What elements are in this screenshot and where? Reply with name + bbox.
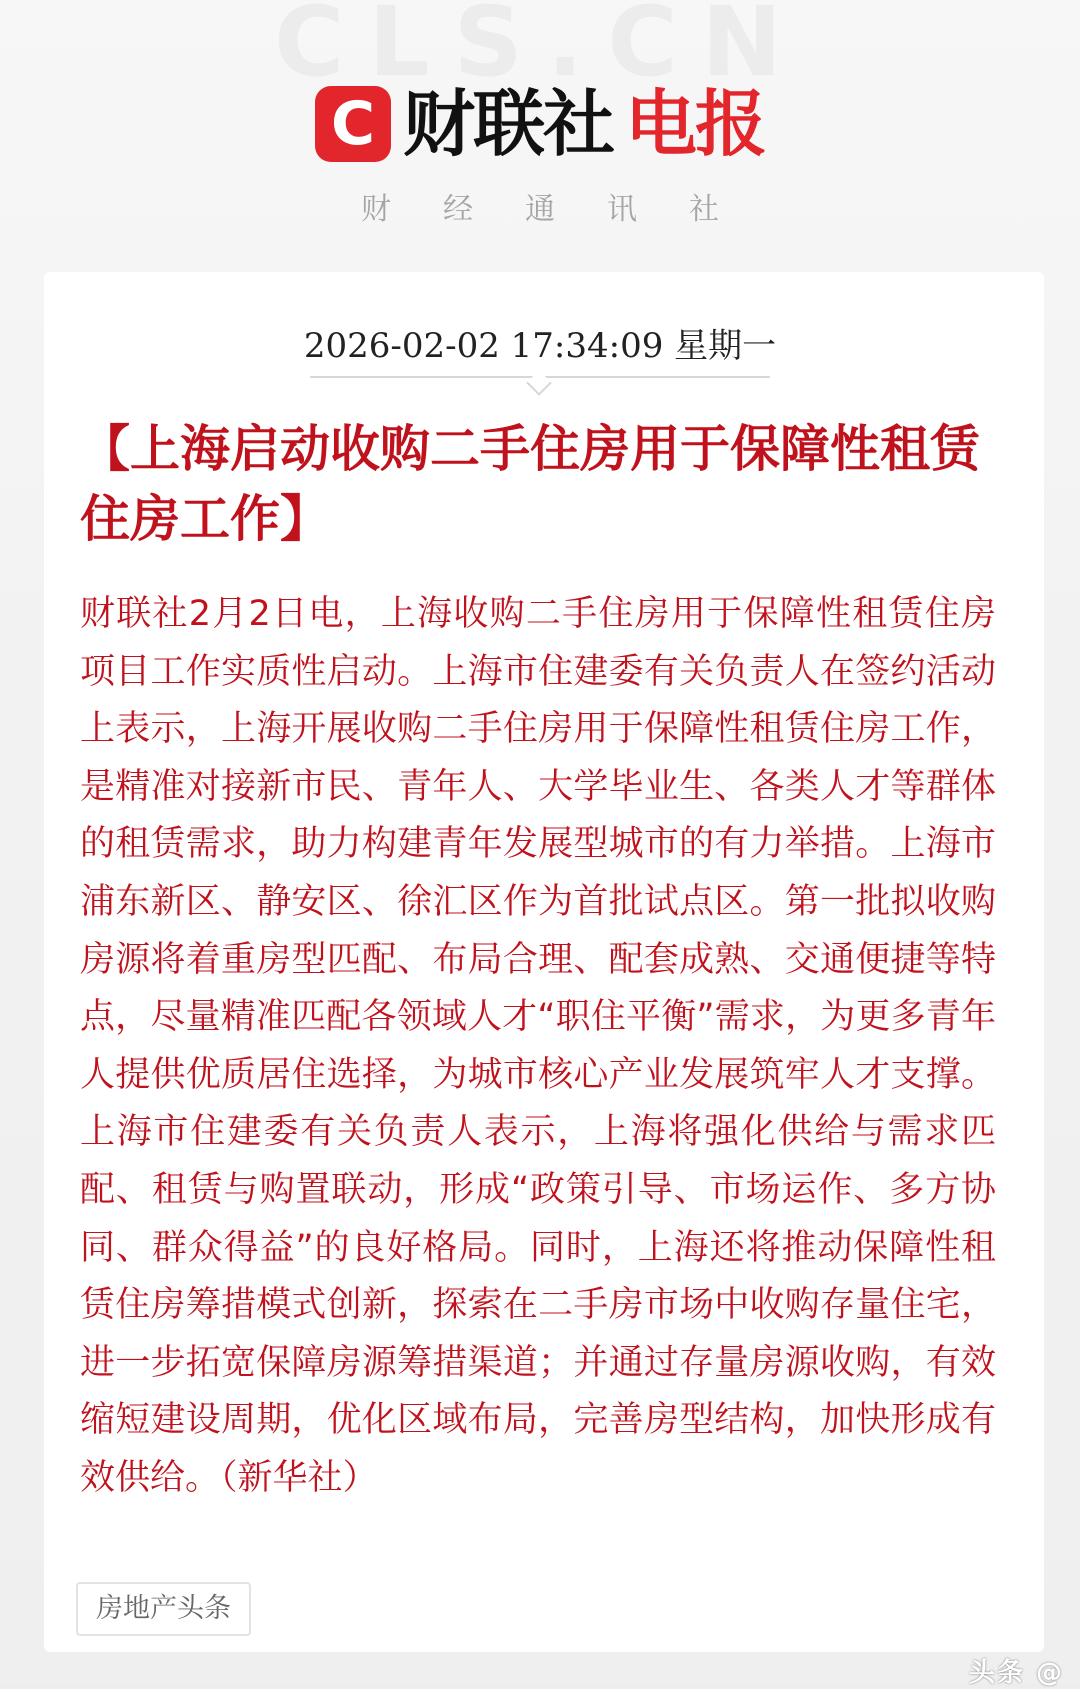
brand-name: 财联社	[402, 82, 613, 166]
article-headline: 【上海启动收购二手住房用于保障性租赁住房工作】	[80, 420, 980, 548]
category-tag[interactable]	[76, 1582, 251, 1636]
brand-header	[0, 82, 1080, 166]
brand-name-accent: 电报	[625, 82, 766, 166]
cls-logo-icon: C	[315, 86, 391, 162]
article-datetime: 2026-02-02 17:34:09 星期一	[303, 326, 777, 366]
category-tag-label: 房地产头条	[96, 1593, 231, 1624]
watermark-bottom: 头条 @	[968, 1658, 1064, 1688]
brand-tagline: 财经通讯社	[361, 192, 771, 227]
article-body: 财联社2月2日电，上海收购二手住房用于保障性租赁住房项目工作实质性启动。上海市住建委有关负责人在签约活动上表示，上海开展收购二手住房用于保障性租赁住房工作，是精准对接新市民、青年人、大学毕业生、各类人才等群体的租赁需求，助力构建青年发展型城市的有力举措。上海市浦东新区、静安区、徐汇区作为首批试点区。第一批拟收购房源将着重房型匹配、布局合理、配套成熟、交通便捷等特点，尽量精准匹配各领域人才“职住平衡”需求，为更多青年人提供优质居住选择，为城市核心产业发展筑牢人才支撑。上海市住建委有关负责人表示，上海将强化供给与需求匹配、租赁与购置联动，形成“政策引导、市场运作、多方协同、群众得益”的良好格局。同时，上海还将推动保障性租赁住房筹措模式创新，探索在二手房市场中收购存量住宅，进一步拓宽保障房源筹措渠道；并通过存量房源收购，有效缩短建设周期，优化区域布局，完善房型结构，加快形成有效供给。（新华社）	[80, 594, 996, 1498]
